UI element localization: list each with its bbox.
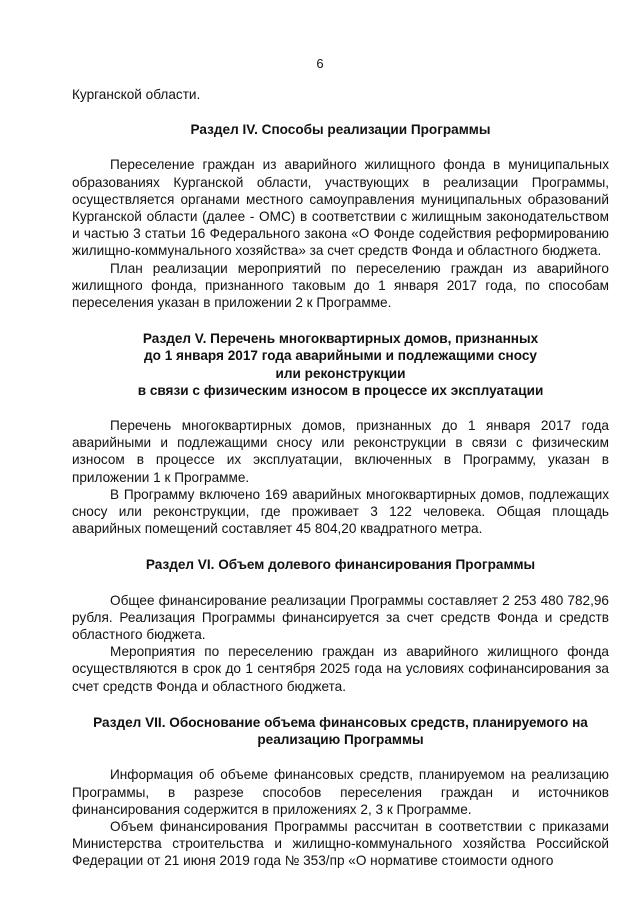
section-7-paragraph-1: Информация об объеме финансовых средств, планируемом на реализацию Программы, в разрезе способов переселения граждан и источников финансирования содержится в приложениях 2, 3 к Программе. [72,767,609,817]
section-6-paragraph-1: Общее финансирование реализации Программы составляет 2 253 480 782,96 рубля. Реализация Программы финансируется за счет средств Фонда и средств областного бюджета. [72,592,609,643]
section-6-heading: Раздел VI. Объем долевого финансирования Программы [145,557,536,573]
section-5-heading-line: в связи с физическим износом в процессе их эксплуатации [137,382,544,398]
intro-line: Курганской области. [72,87,201,102]
section-5-paragraph-2: В Программу включено 169 аварийных многоквартирных домов, подлежащих сносу или реконструкции, где проживает 3 122 человека. Общая площадь аварийных помещений составляет 45 804,20 квадратного метра. [72,486,609,537]
section-4-paragraph-1: Переселение граждан из аварийного жилищного фонда в муниципальных образованиях Курганской области, участвующих в реализации Программы, осуществляется органами местного самоуправления муниципальных образований Курганской области (далее - ОМС) в соответствии с жилищным законодательством и частью 3 статьи 16 Федерального закона «О Фонде содействия реформированию жилищно-коммунального хозяйства» за счет средств Фонда и областного бюджета. [72,157,609,259]
section-5-heading [72,330,609,399]
section-5-heading-line: Раздел V. Перечень многоквартирных домов, признанных [142,331,539,347]
page-number: 6 [316,56,324,71]
document-body [72,86,609,870]
section-4-paragraph-2: План реализации мероприятий по переселению граждан из аварийного жилищного фонда, признанного таковым до 1 января 2017 года, по способам переселения указан в приложении 2 к Программе. [72,260,609,311]
section-7-paragraph-2: Объем финансирования Программы рассчитан в соответствии с приказами Министерства строительства и жилищно-коммунального хозяйства Российской Федерации от 21 июня 2019 года № 353/пр «О нормативе стоимости одного [72,818,609,869]
section-7-heading-line: Раздел VII. Обоснование объема финансовых средств, планируемого на [93,714,588,730]
section-7-heading [72,714,609,748]
section-7-heading-line: реализацию Программы [257,732,424,748]
section-5-heading-line: или реконструкции [275,365,406,381]
section-6-paragraph-2: Мероприятия по переселению граждан из аварийного жилищного фонда осуществляются в срок до 1 сентября 2025 года на условиях софинансирования за счет средств Фонда и областного бюджета. [72,644,609,694]
section-4-heading: Раздел IV. Способы реализации Программы [190,122,491,138]
section-5-paragraph-1: Перечень многоквартирных домов, признанных до 1 января 2017 года аварийными и подлежащими сносу или реконструкции в связи с физическим износом в процессе их эксплуатации, включенных в Программу, указан в приложении 1 к Программе. [72,418,609,485]
section-5-heading-line: до 1 января 2017 года аварийными и подлежащими сносу [143,348,537,364]
